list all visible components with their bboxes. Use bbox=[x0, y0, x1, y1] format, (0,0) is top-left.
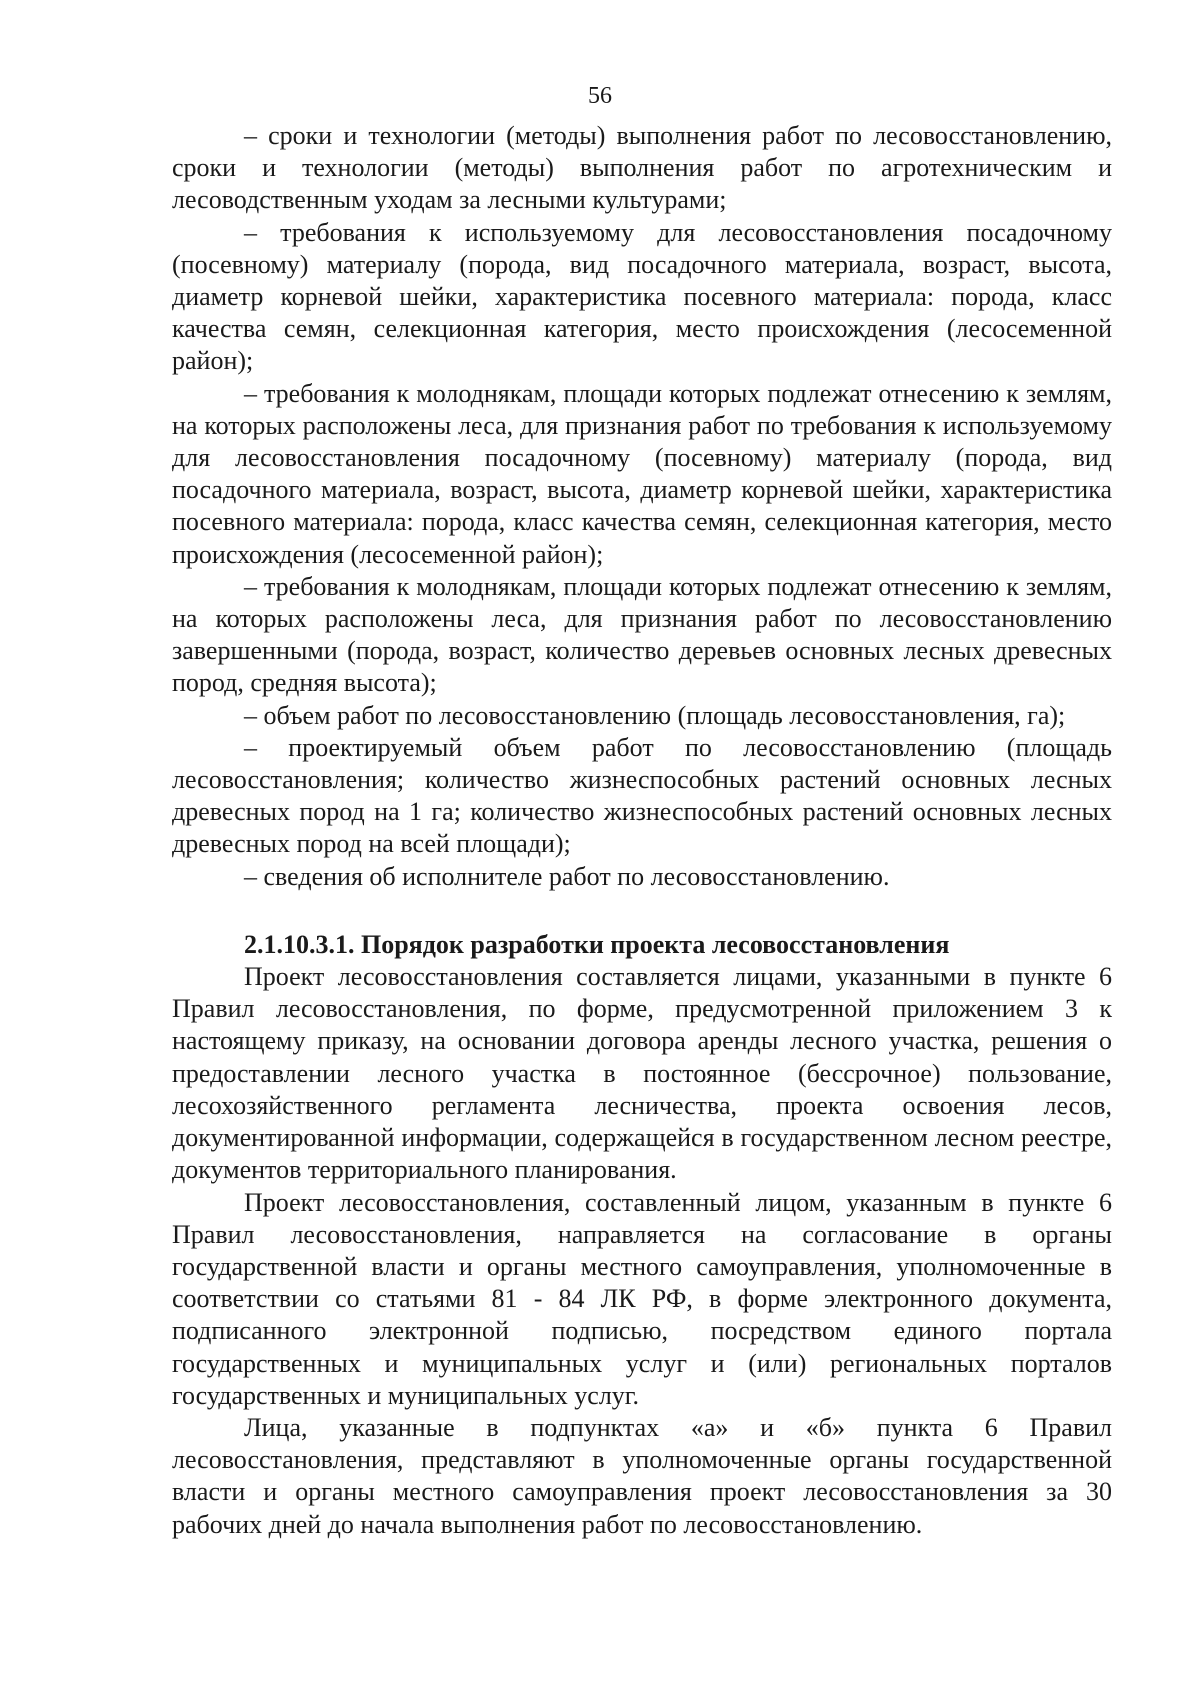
list-item: – сведения об исполнителе работ по лесовосстановлению. bbox=[244, 861, 890, 891]
list-item: – требования к молоднякам, площади которых подлежат отнесению к землям, на которых расположены леса, для признания работ по требования к используемому для лесовосстановления посадочному (посевному) материалу (порода, вид посадочного материала, возраст, высота, диаметр корневой шейки, характеристика посевного материала: порода, класс качества семян, селекционная категория, место происхождения (лесосеменной район); bbox=[172, 378, 1112, 569]
page-content bbox=[172, 120, 1112, 1541]
list-item: – требования к используемому для лесовосстановления посадочному (посевному) материалу (порода, вид посадочного материала, возраст, высота, диаметр корневой шейки, характеристика посевного материала: порода, класс качества семян, селекционная категория, место происхождения (лесосеменной район); bbox=[172, 217, 1112, 376]
list-item: – сроки и технологии (методы) выполнения работ по лесовосстановлению, сроки и технологии (методы) выполнения работ по агротехническим и лесоводственным уходам за лесными культурами; bbox=[172, 121, 1112, 215]
list-item: – требования к молоднякам, площади которых подлежат отнесению к землям, на которых расположены леса, для признания работ по лесовосстановлению завершенными (порода, возраст, количество деревьев основных лесных древесных пород, средняя высота); bbox=[172, 571, 1112, 698]
section-paragraph: Проект лесовосстановления, составленный лицом, указанным в пункте 6 Правил лесовосстановления, направляется на согласование в органы государственной власти и органы местного самоуправления, уполномоченные в соответствии со статьями 81 - 84 ЛК РФ, в форме электронного документа, подписанного электронной подписью, посредством единого портала государственных и муниципальных услуг и (или) региональных порталов государственных и муниципальных услуг. bbox=[172, 1187, 1112, 1410]
section-spacer bbox=[172, 893, 1112, 929]
section-heading: 2.1.10.3.1. Порядок разработки проекта лесовосстановления bbox=[244, 929, 950, 959]
list-item: – проектируемый объем работ по лесовосстановлению (площадь лесовосстановления; количество жизнеспособных растений основных лесных древесных пород на 1 га; количество жизнеспособных растений основных лесных древесных пород на всей площади); bbox=[172, 732, 1112, 859]
section-paragraph: Проект лесовосстановления составляется лицами, указанными в пункте 6 Правил лесовосстановления, по форме, предусмотренной приложением 3 к настоящему приказу, на основании договора аренды лесного участка, решения о предоставлении лесного участка в постоянное (бессрочное) пользование, лесохозяйственного регламента лесничества, проекта освоения лесов, документированной информации, содержащейся в государственном лесном реестре, документов территориального планирования. bbox=[172, 962, 1112, 1185]
section-paragraph: Лица, указанные в подпунктах «а» и «б» пункта 6 Правил лесовосстановления, представляют в уполномоченные органы государственной власти и органы местного самоуправления проект лесовосстановления за 30 рабочих дней до начала выполнения работ по лесовосстановлению. bbox=[172, 1412, 1112, 1539]
page-number: 56 bbox=[588, 83, 612, 109]
list-item: – объем работ по лесовосстановлению (площадь лесовосстановления, га); bbox=[244, 700, 1066, 730]
